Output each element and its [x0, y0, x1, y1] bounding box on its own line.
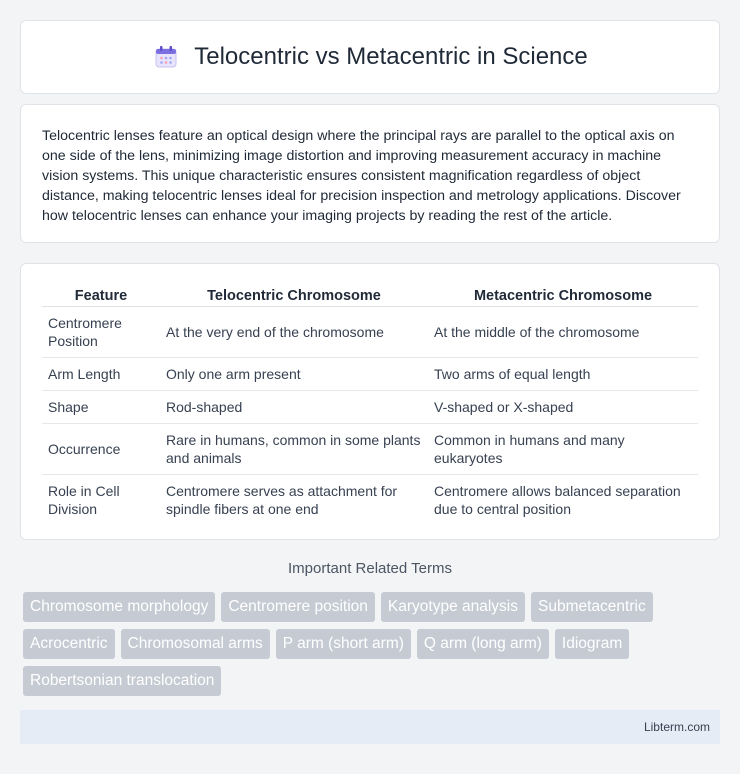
related-term-tag[interactable]: Idiogram	[555, 629, 629, 659]
table-row	[42, 358, 698, 391]
table-cell: Rare in humans, common in some plants and animals	[160, 424, 428, 475]
table-row	[42, 307, 698, 358]
table-cell: Centromere serves as attachment for spindle fibers at one end	[166, 483, 398, 517]
table-row	[42, 391, 698, 424]
footer-brand-link[interactable]: Libterm.com	[643, 720, 710, 734]
related-term-tag[interactable]: Karyotype analysis	[381, 592, 525, 622]
header-metacentric: Metacentric Chromosome	[428, 280, 698, 307]
table-cell: Arm Length	[42, 358, 160, 391]
table-header-row	[42, 280, 698, 307]
table-cell: V-shaped or X-shaped	[428, 391, 698, 424]
related-term-tag[interactable]: Acrocentric	[23, 629, 115, 659]
table-cell: Role in Cell Division	[48, 483, 120, 517]
table-cell: Centromere Position	[42, 307, 160, 358]
page-title: Telocentric vs Metacentric in Science	[194, 43, 588, 70]
calendar-icon	[152, 43, 180, 71]
header-telocentric: Telocentric Chromosome	[160, 280, 428, 307]
header-card	[20, 20, 720, 94]
related-term-tag[interactable]: Submetacentric	[531, 592, 653, 622]
table-cell: Centromere allows balanced separation due to central position	[434, 483, 681, 517]
comparison-table	[42, 280, 698, 525]
table-cell: Shape	[42, 391, 160, 424]
table-cell: At the very end of the chromosome	[160, 307, 428, 358]
table-cell: Only one arm present	[160, 358, 428, 391]
table-row	[42, 424, 698, 475]
header-feature: Feature	[42, 280, 160, 307]
intro-text: Telocentric lenses feature an optical design where the principal rays are parallel to the optical axis on one side of the lens, minimizing image distortion and improving measurement accuracy in machine vision systems. This unique characteristic ensures consistent magnification regardless of object distance, making telocentric lenses ideal for precision inspection and metrology applications. Discover how telocentric lenses can enhance your imaging projects by reading the rest of the article.	[42, 128, 681, 224]
related-term-tag[interactable]: Robertsonian translocation	[23, 666, 221, 696]
table-cell: Occurrence	[42, 424, 160, 475]
related-term-tag[interactable]: Chromosome morphology	[23, 592, 215, 622]
related-terms-title: Important Related Terms	[288, 560, 452, 577]
table-cell: Common in humans and many eukaryotes	[428, 424, 698, 475]
related-term-tag[interactable]: Chromosomal arms	[121, 629, 270, 659]
comparison-card	[20, 263, 720, 540]
table-cell: Rod-shaped	[160, 391, 428, 424]
related-term-tag[interactable]: Q arm (long arm)	[417, 629, 549, 659]
intro-card	[20, 104, 720, 243]
table-row	[42, 475, 698, 526]
related-term-tag[interactable]: Centromere position	[221, 592, 375, 622]
related-terms-list	[23, 592, 723, 696]
footer	[20, 710, 720, 744]
related-term-tag[interactable]: P arm (short arm)	[276, 629, 411, 659]
table-cell: Two arms of equal length	[428, 358, 698, 391]
table-cell: At the middle of the chromosome	[428, 307, 698, 358]
